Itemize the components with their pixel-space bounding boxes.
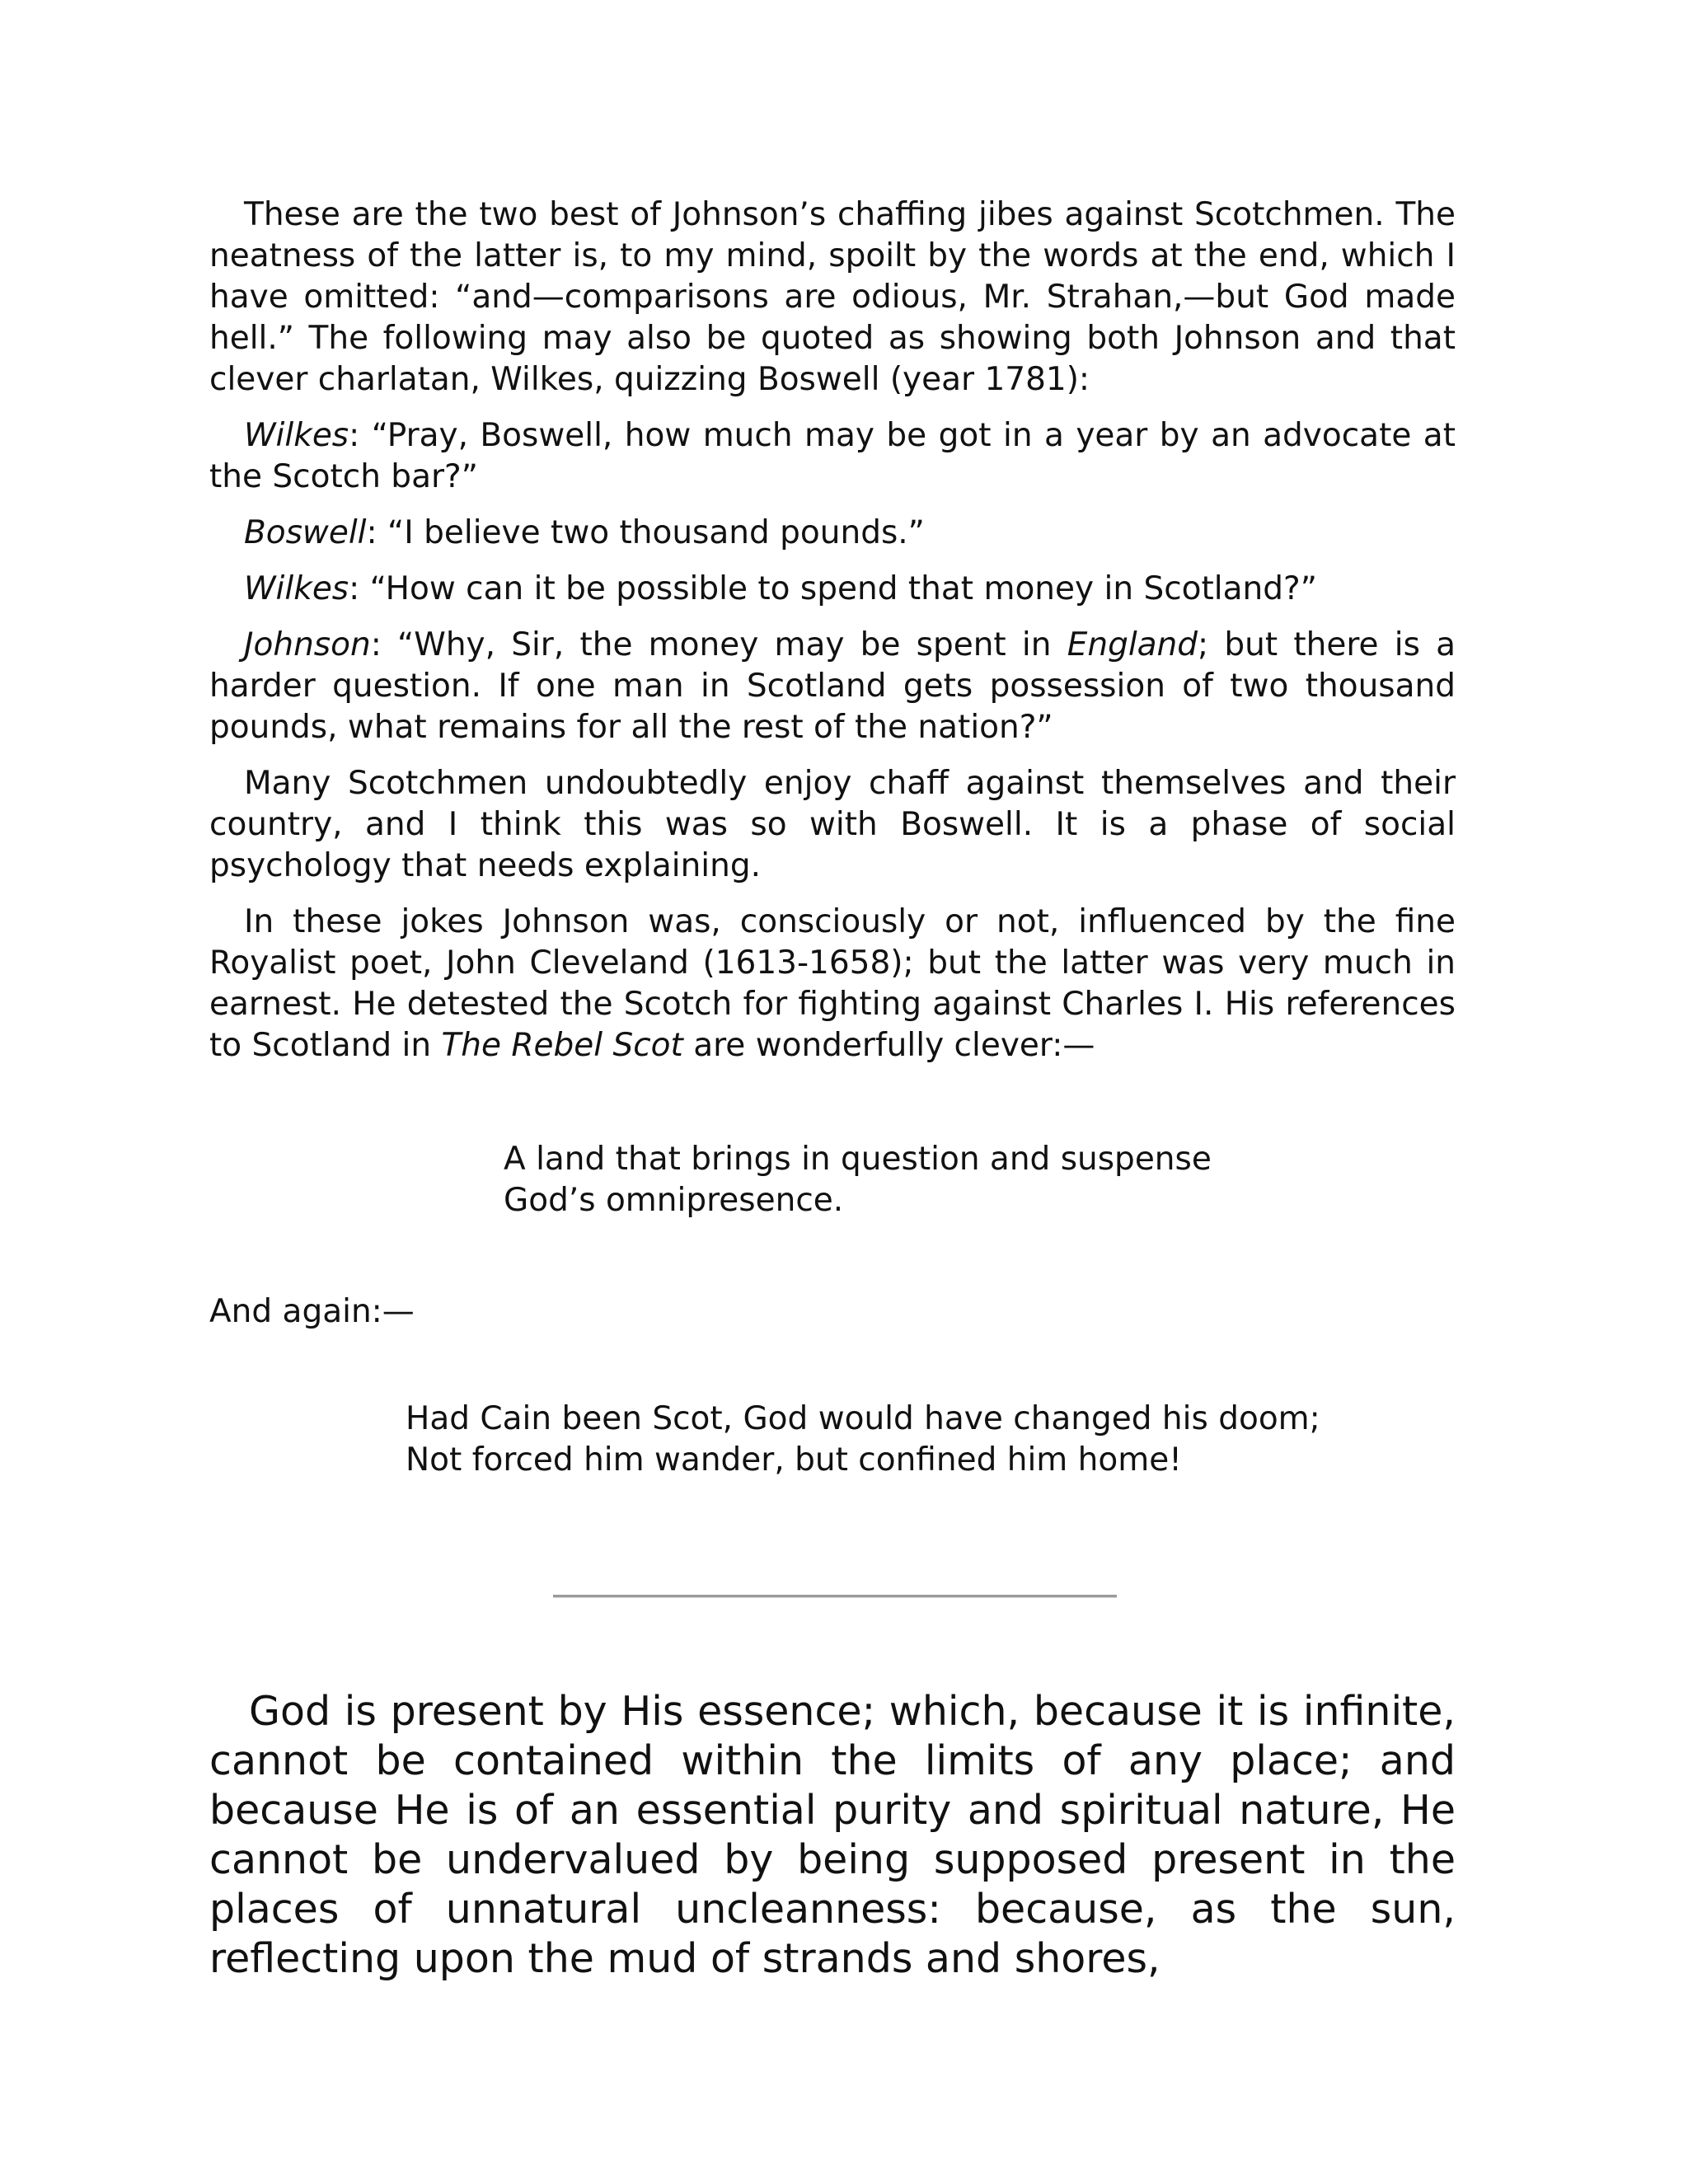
document-body (209, 194, 1456, 1081)
paragraph-intro: These are the two best of Johnson’s chaffing jibes against Scotchmen. The neatness of the latter is, to my mind, spoilt by the words at the end, which I have omitted: “and—comparisons are odious, Mr. Strahan,—but God made hell.” The following may also be quoted as showing both Johnson and that clever charlatan, Wilkes, quizzing Boswell (year 1781): (209, 196, 1456, 398)
speaker-name: Wilkes (244, 417, 349, 454)
verse-line: God’s omnipresence. (504, 1182, 844, 1219)
dialogue-text: : “I believe two thousand pounds.” (366, 514, 925, 551)
paragraph-cleveland (209, 902, 1456, 1066)
dialogue-text: : “How can it be possible to spend that money in Scotland?” (349, 570, 1317, 607)
paragraph-text: In these jokes Johnson was, consciously or not, influenced by the fine Royalist poet, John Cleveland (1613-1658); but the latter was very much in earnest. He detested the Scotch for fighting against Charles I. His references to Scotland in (209, 903, 1456, 1064)
dialogue-text: : “Pray, Boswell, how much may be got in a year by an advocate at the Scotch bar?” (209, 417, 1456, 495)
speaker-name: Johnson (244, 626, 371, 663)
section-divider (553, 1595, 1117, 1598)
dialogue-line-wilkes-1 (209, 415, 1456, 498)
paragraph-text: are wonderfully clever:— (682, 1027, 1095, 1064)
dialogue-line-boswell (209, 513, 1456, 554)
verse-line: A land that brings in question and suspense (504, 1141, 1212, 1178)
verse-line: Had Cain been Scot, God would have changed his doom; (406, 1400, 1320, 1437)
verse-line: Not forced him wander, but confined him home! (406, 1441, 1182, 1479)
and-again-line: And again:— (209, 1293, 415, 1330)
speaker-name: Wilkes (244, 570, 349, 607)
work-title: The Rebel Scot (441, 1027, 683, 1064)
paragraph-scotchmen: Many Scotchmen undoubtedly enjoy chaff against themselves and their country, and I think this was so with Boswell. It is a phase of social psychology that needs explaining. (209, 765, 1456, 884)
speaker-name: Boswell (244, 514, 367, 551)
verse-quote-2 (406, 1399, 1320, 1481)
dialogue-line-wilkes-2 (209, 569, 1456, 610)
emphasis-england: England (1067, 626, 1198, 663)
dialogue-text: : “Why, Sir, the money may be spent in (370, 626, 1067, 663)
dialogue-line-johnson (209, 625, 1456, 748)
closing-paragraph: God is present by His essence; which, because it is infinite, cannot be contained within the limits of any place; and because He is of an essential purity and spiritual nature, He cannot be undervalued by being supposed present in the places of unnatural uncleanness: because, as the sun, reflecting upon the mud of strands and shores, (209, 1688, 1456, 1982)
dialogue-text: ; but there is a harder question. If one man in Scotland gets possession of two thousand pounds, what remains for all the rest of the nation?” (209, 626, 1456, 746)
verse-quote-1 (504, 1139, 1212, 1221)
